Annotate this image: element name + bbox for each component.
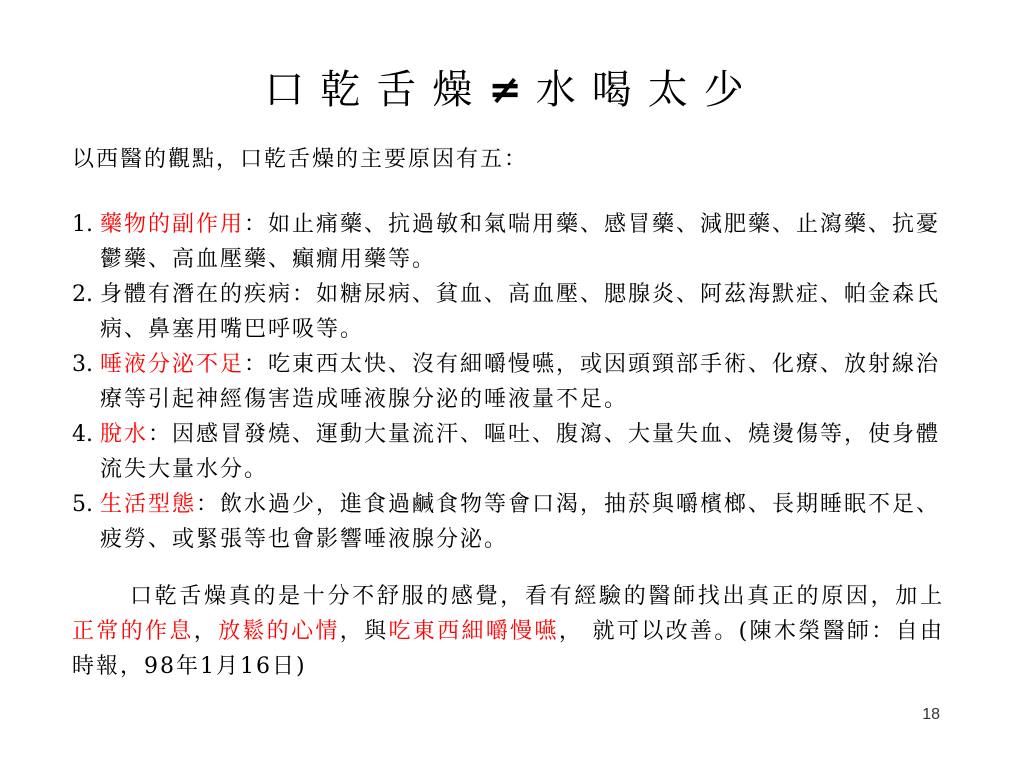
item-number: 2. (72, 282, 93, 307)
item-body: ：吃東西太快、沒有細嚼慢嚥，或因頭頸部手術、化療、放射線治療等引起神經傷害造成唾液腺分泌的唾液量不足。 (100, 352, 941, 412)
item-number: 3. (72, 352, 93, 377)
summary-text-2: ， 就可以改善。(陳木榮醫師：自由時報，98年1月16日) (72, 619, 944, 679)
item-heading: 唾液分泌不足 (100, 352, 245, 377)
slide-title (0, 62, 1024, 118)
list-item (72, 487, 944, 557)
summary-highlight-routine: 正常的作息 (72, 619, 194, 644)
intro-text: 以西醫的觀點，口乾舌燥的主要原因有五： (72, 147, 529, 172)
item-heading: 藥物的副作用 (100, 212, 245, 237)
list-item (72, 207, 944, 277)
summary-highlight-relax: 放鬆的心情 (218, 619, 340, 644)
summary-sep-2: ，與 (339, 619, 389, 644)
item-number: 4. (72, 422, 93, 447)
item-heading: 身體有潛在的疾病 (100, 282, 293, 307)
summary-highlight-chew: 吃東西細嚼慢嚥 (388, 619, 559, 644)
slide-content (72, 142, 944, 684)
cause-list (72, 207, 944, 557)
item-number: 1. (72, 212, 93, 237)
not-equal-symbol: ≠ (488, 67, 536, 113)
title-right: 水喝太少 (535, 67, 760, 113)
summary-paragraph (72, 579, 944, 684)
item-body: ：如糖尿病、貧血、高血壓、腮腺炎、阿茲海默症、帕金森氏病、鼻塞用嘴巴呼吸等。 (100, 282, 941, 342)
list-item (72, 277, 944, 347)
item-body: ：如止痛藥、抗過敏和氣喘用藥、感冒藥、減肥藥、止瀉藥、抗憂鬱藥、高血壓藥、癲癇用藥等。 (100, 212, 941, 272)
page-number: 18 (922, 706, 940, 723)
item-body: ：因感冒發燒、運動大量流汗、嘔吐、腹瀉、大量失血、燒燙傷等，使身體流失大量水分。 (100, 422, 941, 482)
title-left: 口乾舌燥 (264, 67, 489, 113)
item-body: ：飲水過少，進食過鹹食物等會口渴，抽菸與嚼檳榔、長期睡眠不足、疲勞、或緊張等也會影響唾液腺分泌。 (100, 492, 941, 552)
item-heading: 生活型態 (100, 492, 197, 517)
list-item (72, 417, 944, 487)
summary-sep-1: ， (193, 619, 219, 644)
item-heading: 脫水 (100, 422, 149, 447)
list-item (72, 347, 944, 417)
item-number: 5. (72, 492, 93, 517)
summary-text-1: 口乾舌燥真的是十分不舒服的感覺，看有經驗的醫師找出真正的原因，加上 (130, 584, 944, 609)
